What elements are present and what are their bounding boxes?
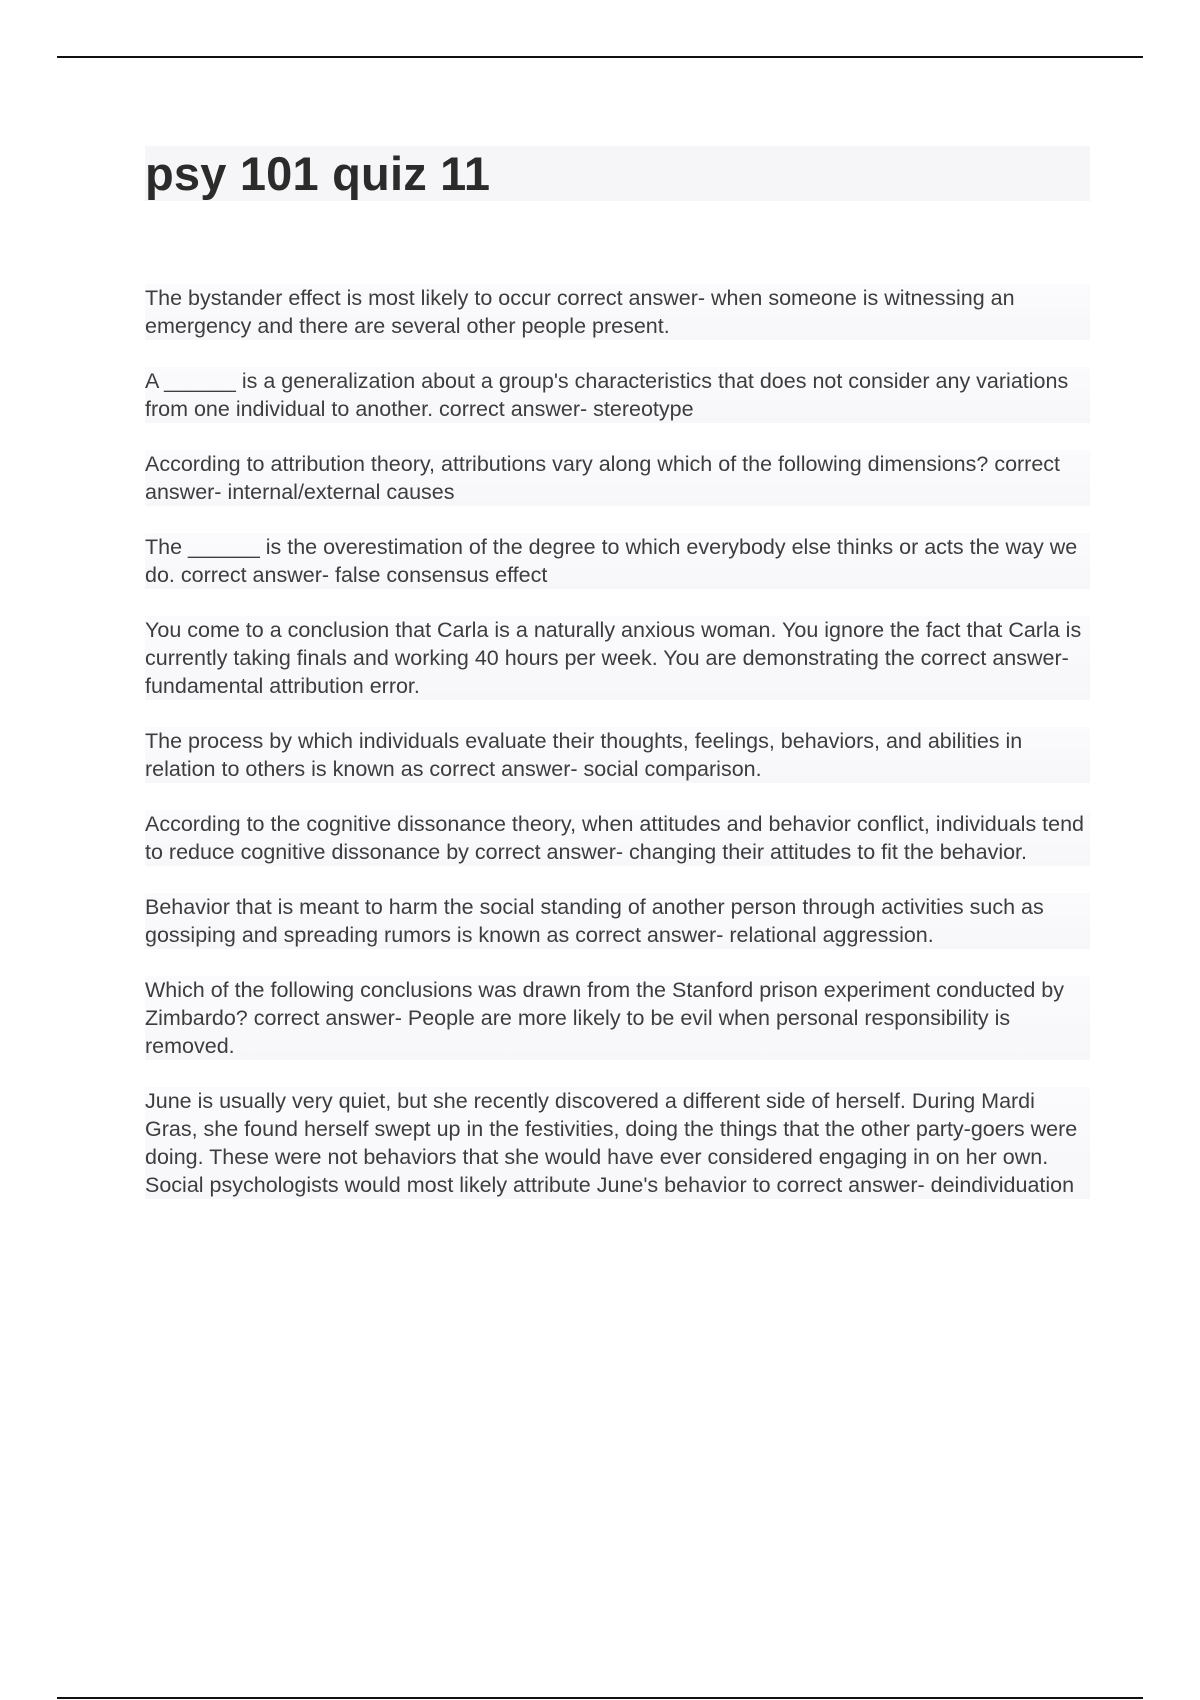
question-item-9: Which of the following conclusions was drawn from the Stanford prison experiment conducted by Zimbardo? correct answer- People are more likely to be evil when personal responsibility is removed.: [145, 976, 1090, 1060]
question-item-8: Behavior that is meant to harm the social standing of another person through activities such as gossiping and spreading rumors is known as correct answer- relational aggression.: [145, 893, 1090, 949]
top-rule: [57, 56, 1143, 58]
question-item-10: June is usually very quiet, but she recently discovered a different side of herself. During Mardi Gras, she found herself swept up in the festivities, doing the things that the other party-goers were doing. These were not behaviors that she would have ever considered engaging in on her own. Social psychologists would most likely attribute June's behavior to correct answer- deindividuation: [145, 1087, 1090, 1199]
question-item-6: The process by which individuals evaluate their thoughts, feelings, behaviors, and abilities in relation to others is known as correct answer- social comparison.: [145, 727, 1090, 783]
question-item-7: According to the cognitive dissonance theory, when attitudes and behavior conflict, individuals tend to reduce cognitive dissonance by correct answer- changing their attitudes to fit the behavior.: [145, 810, 1090, 866]
question-list: [145, 284, 1090, 1226]
bottom-rule: [57, 1697, 1143, 1699]
question-item-1: The bystander effect is most likely to occur correct answer- when someone is witnessing an emergency and there are several other people present.: [145, 284, 1090, 340]
question-item-3: According to attribution theory, attributions vary along which of the following dimensions? correct answer- internal/external causes: [145, 450, 1090, 506]
question-item-4: The ______ is the overestimation of the degree to which everybody else thinks or acts the way we do. correct answer- false consensus effect: [145, 533, 1090, 589]
page-title: psy 101 quiz 11: [145, 147, 491, 200]
question-item-2: A ______ is a generalization about a group's characteristics that does not consider any variations from one individual to another. correct answer- stereotype: [145, 367, 1090, 423]
question-item-5: You come to a conclusion that Carla is a naturally anxious woman. You ignore the fact that Carla is currently taking finals and working 40 hours per week. You are demonstrating the correct answer- fundamental attribution error.: [145, 616, 1090, 700]
